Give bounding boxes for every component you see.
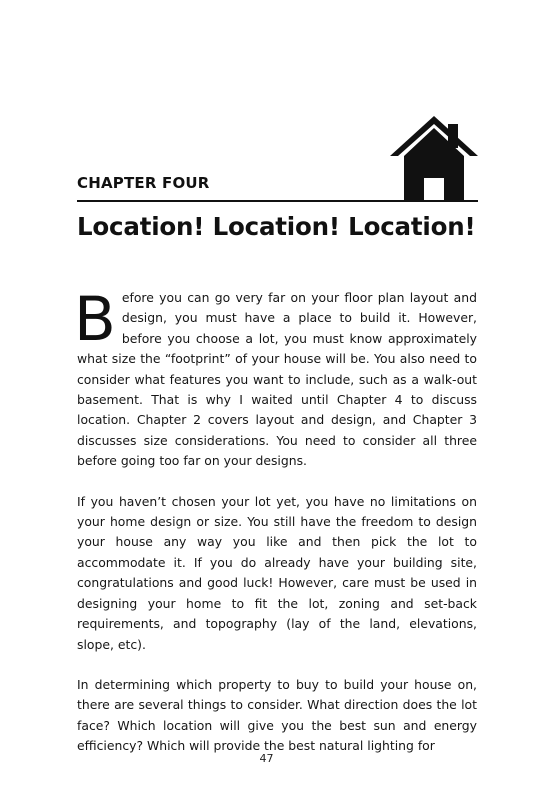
- paragraph-1-text: efore you can go very far on your floor plan layout and design, you must have a place to build it. However, before you choose a lot, you must know approximately what size the “footprint” of your house will be. You also need to consider what features you want to include, such as a walk-out basement. That is why I waited until Chapter 4 to discuss location. Chapter 2 covers layout and design, and Chapter 3 discusses size considerations. You need to consider all three before going too far on your designs.: [77, 290, 477, 469]
- paragraph-2: If you haven’t chosen your lot yet, you have no limitations on your home design or size. You still have the freedom to design your house any way you like and then pick the lot to accommodate it. If you do already have your building site, congratulations and good luck! However, care must be used in designing your home to fit the lot, zoning and set-back requirements, and topography (lay of the land, elevations, slope, etc).: [77, 493, 477, 652]
- paragraph-1: [74, 284, 477, 472]
- chapter-rule: [77, 200, 478, 202]
- house-icon: [390, 116, 478, 202]
- drop-cap: B: [74, 284, 116, 355]
- page-number: 47: [259, 752, 274, 765]
- paragraph-3: In determining which property to buy to build your house on, there are several things to consider. What direction does the lot face? Which location will give you the best sun and energy efficiency? Which will provide the best natural lighting for: [77, 676, 477, 754]
- chapter-label: CHAPTER FOUR: [77, 174, 210, 192]
- chapter-title: Location! Location! Location!: [77, 212, 476, 241]
- body-text: [74, 284, 477, 777]
